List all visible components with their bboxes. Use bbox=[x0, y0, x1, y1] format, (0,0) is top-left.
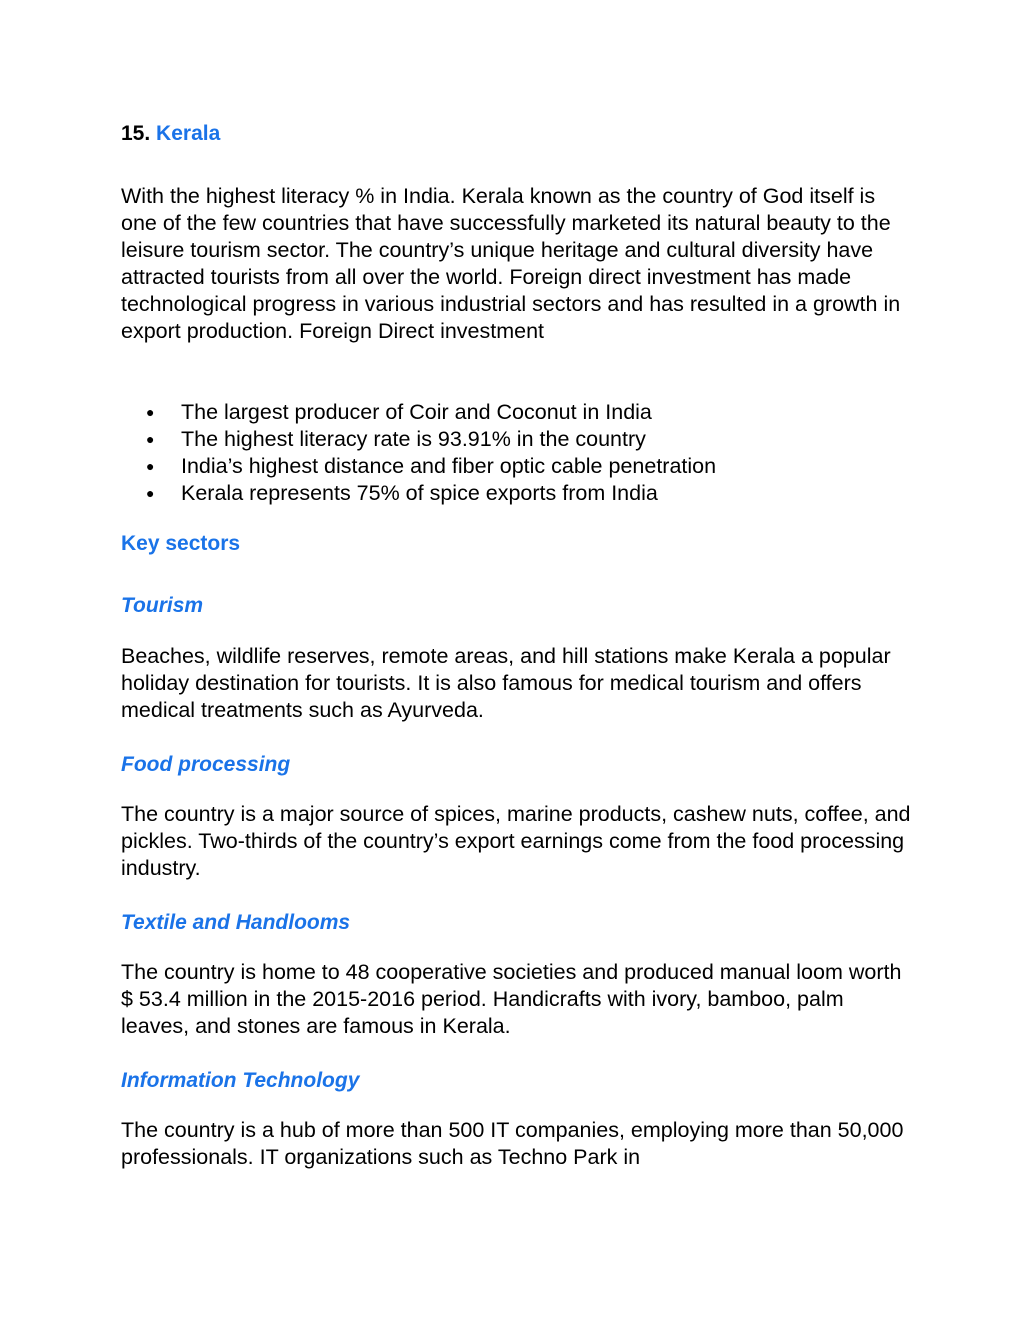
section-heading bbox=[121, 120, 220, 147]
food-processing-heading: Food processing bbox=[121, 753, 291, 776]
bullet-icon: ● bbox=[146, 404, 155, 420]
it-paragraph: The country is a hub of more than 500 IT companies, employing more than 50,000 professionals. IT organizations such as Techno Park in bbox=[121, 1118, 904, 1169]
tourism-paragraph: Beaches, wildlife reserves, remote areas, and hill stations make Kerala a popular holiday destination for tourists. It is also famous for medical tourism and offers medical treatments such as Ayurveda. bbox=[121, 644, 891, 722]
textile-heading: Textile and Handlooms bbox=[121, 911, 351, 934]
list-item: ● The largest producer of Coir and Coconut in India bbox=[146, 400, 652, 424]
bullet-icon: ● bbox=[146, 458, 155, 474]
key-sectors-heading: Key sectors bbox=[121, 532, 241, 555]
bullet-icon: ● bbox=[146, 431, 155, 447]
section-number: 15. bbox=[121, 122, 151, 145]
bullet-icon: ● bbox=[146, 485, 155, 501]
section-title: Kerala bbox=[156, 122, 221, 145]
list-item: ● Kerala represents 75% of spice exports from India bbox=[146, 481, 658, 505]
intro-paragraph: With the highest literacy % in India. Kerala known as the country of God itself is one of the few countries that have successfully marketed its natural beauty to the leisure tourism sector. The country’s unique heritage and cultural diversity have attracted tourists from all over the world. Foreign direct investment has made technological progress in various industrial sectors and has resulted in a growth in export production. Foreign Direct investment bbox=[121, 184, 901, 343]
list-item: ● The highest literacy rate is 93.91% in the country bbox=[146, 427, 646, 451]
list-item: ● India’s highest distance and fiber optic cable penetration bbox=[146, 454, 717, 478]
it-heading: Information Technology bbox=[121, 1069, 360, 1092]
highlights-list bbox=[121, 399, 716, 507]
textile-paragraph: The country is home to 48 cooperative societies and produced manual loom worth $ 53.4 million in the 2015-2016 period. Handicrafts with ivory, bamboo, palm leaves, and stones are famous in Kerala. bbox=[121, 960, 902, 1038]
tourism-heading: Tourism bbox=[121, 594, 204, 617]
food-processing-paragraph: The country is a major source of spices, marine products, cashew nuts, coffee, and pickles. Two-thirds of the country’s export earnings come from the food processing industry. bbox=[121, 802, 911, 880]
